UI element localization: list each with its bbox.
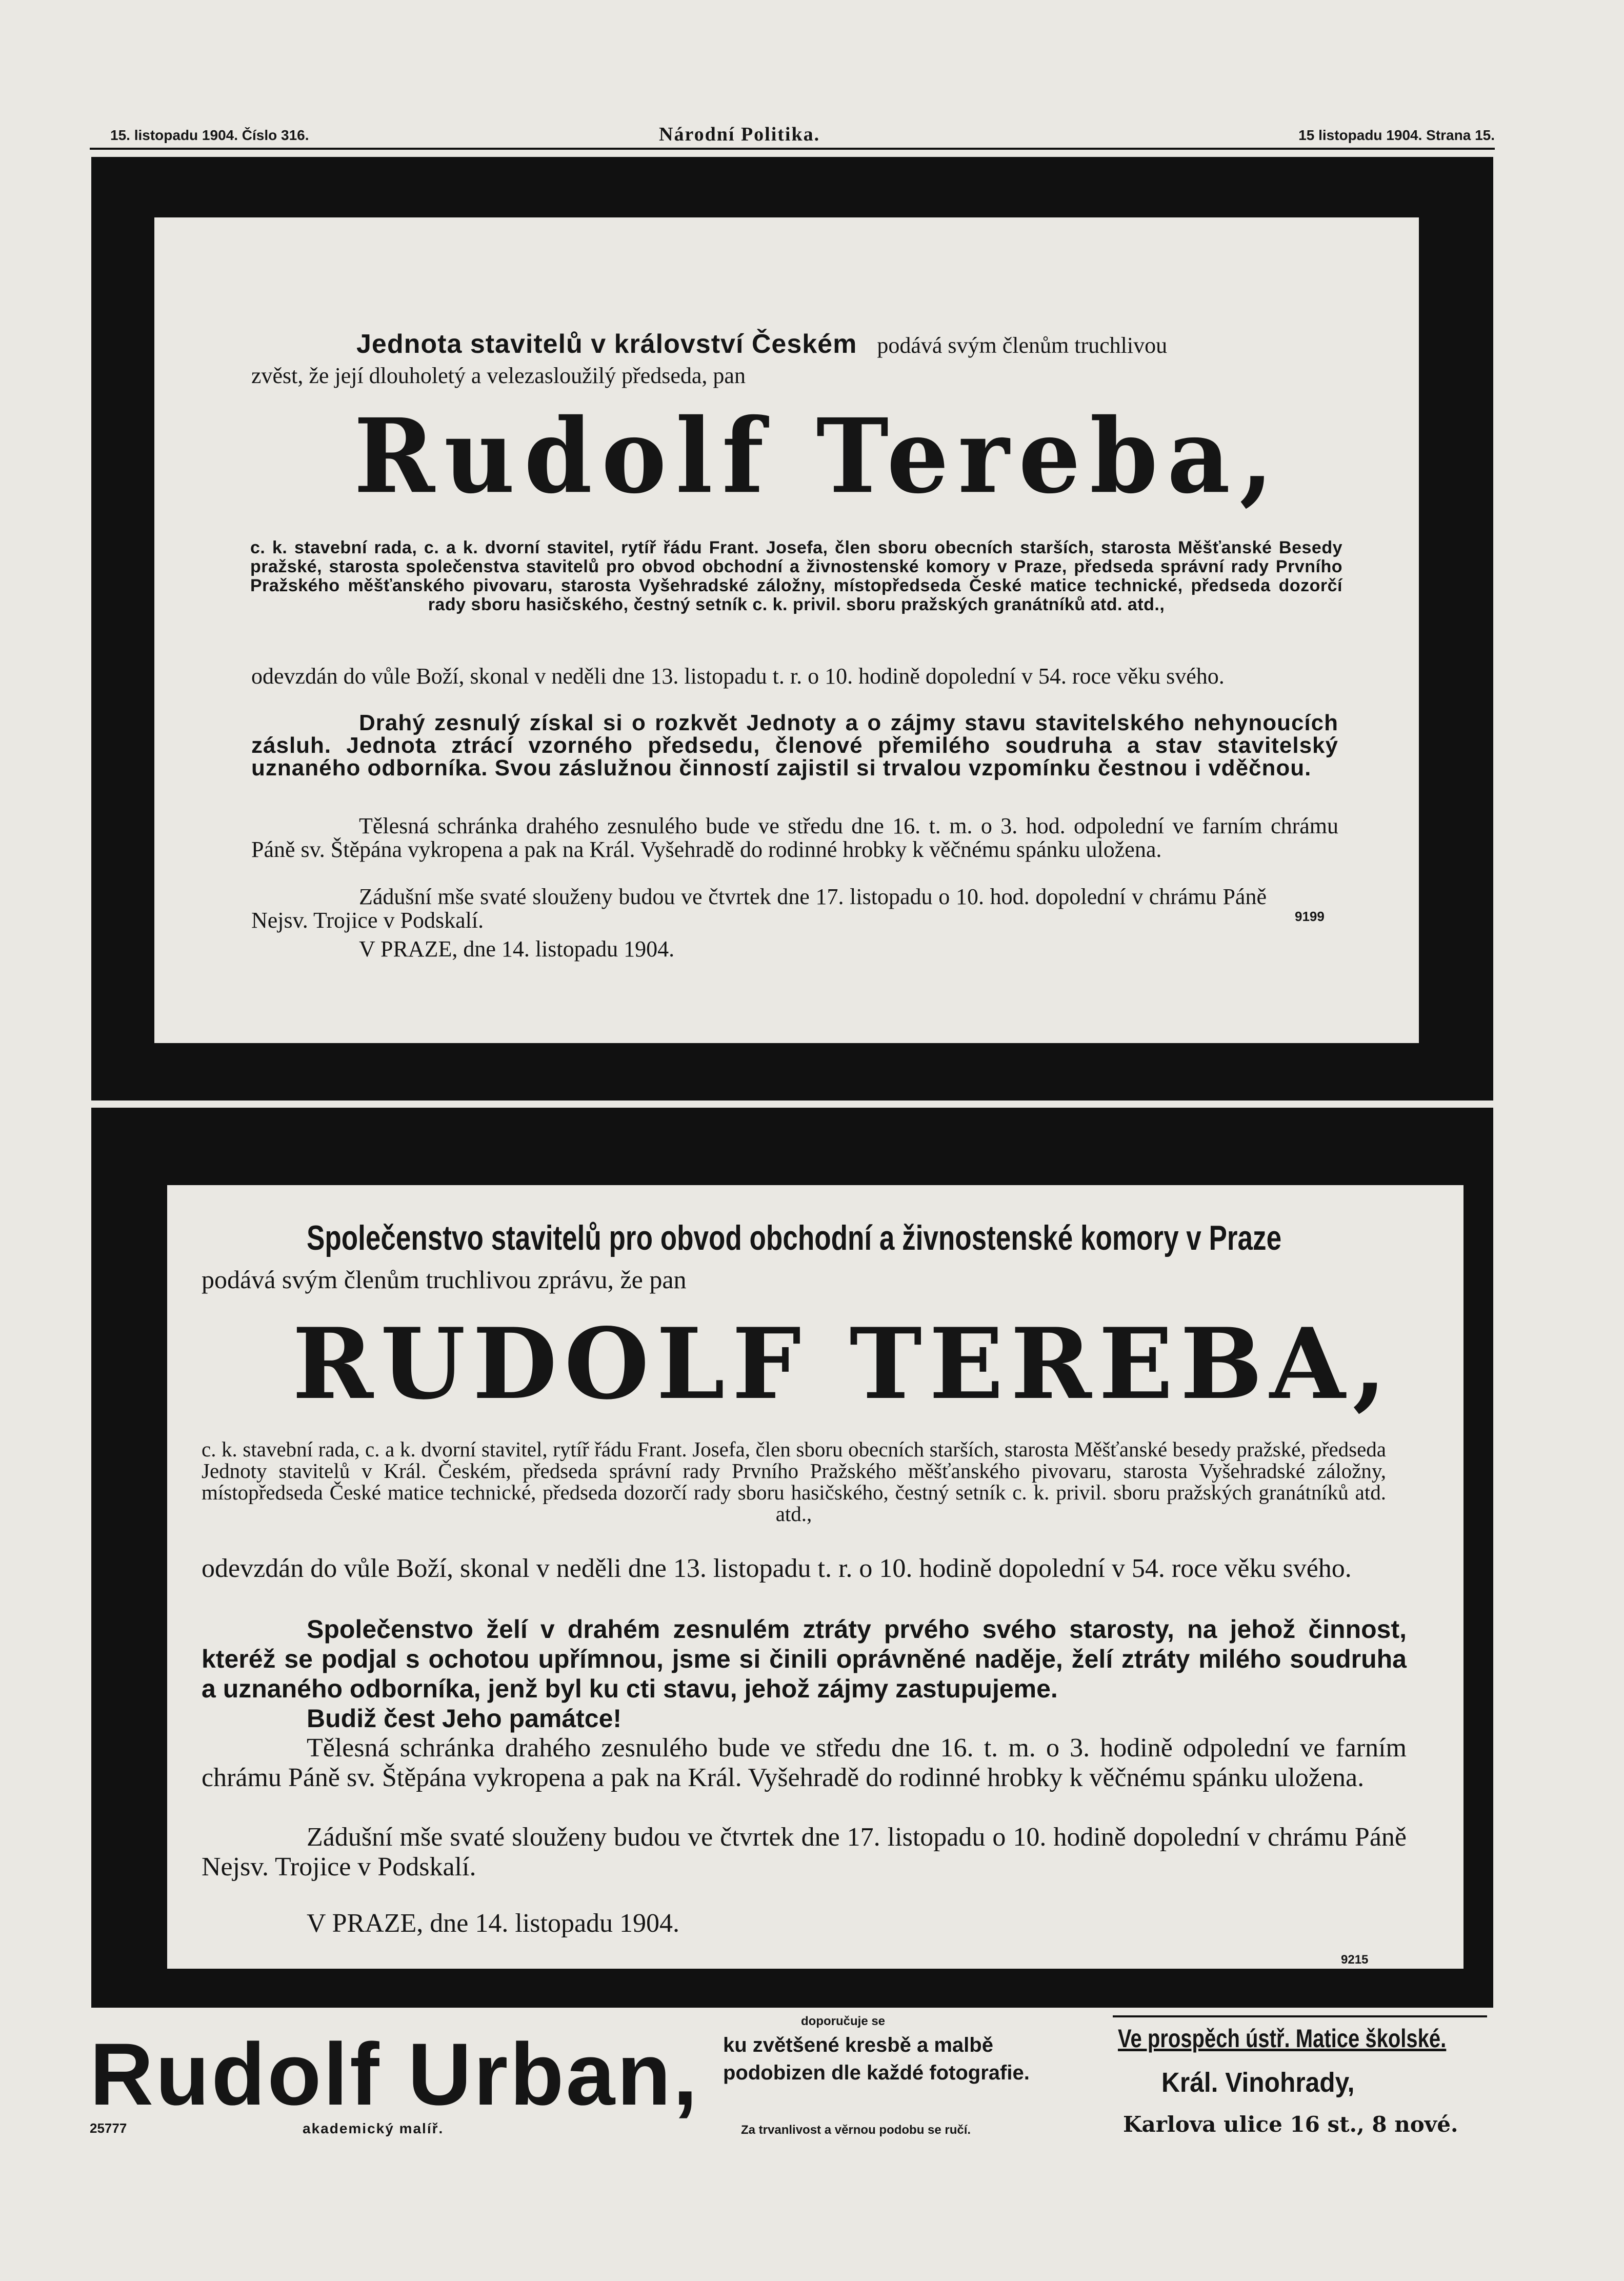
obituary-1-place-date: V PRAZE, dne 14. listopadu 1904. — [359, 936, 675, 962]
obituary-1-deceased-name: Rudolf Tereba, — [354, 396, 1283, 516]
header-date-page: 15 listopadu 1904. Strana 15. — [1298, 127, 1495, 143]
obituary-1-mass: Zádušní mše svaté slouženy budou ve čtvrtek dne 17. listopadu o 10. hod. dopolední v chrámu Páně Nejsv. Trojice v Podskalí. — [251, 884, 1267, 933]
header-date-issue: 15. listopadu 1904. Číslo 316. — [110, 127, 309, 143]
advert-offer-line1: ku zvětšené kresbě a malbě — [723, 2034, 993, 2056]
obituary-2-death: odevzdán do vůle Boží, skonal v neděli dne 13. listopadu t. r. o 10. hodině dopolední v 54. roce věku svého. — [202, 1554, 1352, 1583]
advert-number: 25777 — [90, 2120, 127, 2136]
obituary-2-deceased-name: RUDOLF TEREBA, — [292, 1307, 1394, 1421]
obituary-1-tribute: Drahý zesnulý získal si o rozkvět Jednoty a o zájmy stavu stavitelského nehynoucích zásluh. Jednota ztrácí vzorného předsedu, členové přemilého soudruha a stav stavitelský uznaného odborníka. Svou záslužnou činností zajistil si trvalou vzpomínku čestnou i vděčnou. — [251, 710, 1338, 781]
obituary-1-number: 9199 — [1295, 909, 1325, 924]
obituary-2-titles: c. k. stavební rada, c. a k. dvorní stavitel, rytíř řádu Frant. Josefa, člen sboru obecních starších, starosta Měšťanské besedy pražské, předseda Jednoty stavitelů v Král. Českém, předseda správní rady Prvního Pražského měšťanského pivovaru, starosta Vyšehradské záložny, místopředseda České matice technické, předseda dozorčí rady sboru hasičského, čestný setník c. k. privil. sboru pražských granátníků atd. atd., — [202, 1437, 1386, 1526]
obituary-2-intro: podává svým členům truchlivou zprávu, že pan — [202, 1265, 687, 1294]
obituary-2-mass: Zádušní mše svaté slouženy budou ve čtvrtek dne 17. listopadu o 10. hodině dopolední v chrámu Páně Nejsv. Trojice v Podskalí. — [202, 1823, 1407, 1882]
obituary-1-intro — [356, 329, 1168, 359]
advert-right-line1: Ve prospěch ústř. Matice školské. — [1118, 2024, 1447, 2053]
advert-painter-role: akademický malíř. — [303, 2120, 444, 2136]
obituary-1-death: odevzdán do vůle Boží, skonal v neděli dne 13. listopadu t. r. o 10. hodině dopolední v 54. roce věku svého. — [251, 664, 1225, 689]
advert-guarantee: Za trvanlivost a věrnou podobu se ručí. — [741, 2123, 971, 2137]
header-rule — [90, 148, 1495, 150]
obituary-1-organization: Jednota stavitelů v království Českém — [356, 329, 857, 359]
obituary-2-organization: Společenstvo stavitelů pro obvod obchodní a živnostenské komory v Praze — [307, 1218, 1282, 1257]
advert-right-line3: Karlova ulice 16 st., 8 nové. — [1123, 2112, 1458, 2137]
obituary-1-funeral: Tělesná schránka drahého zesnulého bude ve středu dne 16. t. m. o 3. hod. odpolední ve farním chrámu Páně sv. Štěpána vykropena a pak na Král. Vyšehradě do rodinné hrobky k věčnému spánku uložena. — [251, 813, 1338, 862]
advert-right-rule — [1113, 2015, 1487, 2017]
obituary-1-titles: c. k. stavební rada, c. a k. dvorní stavitel, rytíř řádu Frant. Josefa, člen sboru obecních starších, starosta Měšťanské Besedy pražské, starosta společenstva stavitelů pro obvod obchodní a živnostenské komory v Praze, předseda správní rady Prvního Pražského měšťanského pivovaru, starosta Vyšehradské záložny, místopředseda České matice technické, předseda dozorčí rady sboru hasičského, čestný setník c. k. privil. sboru pražských granátníků atd. atd., — [250, 538, 1342, 614]
advert-right-line2: Král. Vinohrady, — [1161, 2067, 1355, 2098]
newspaper-title: Národní Politika. — [659, 124, 820, 145]
advert-offer-line2: podobizen dle každé fotografie. — [723, 2062, 1030, 2084]
obituary-2-honour: Budiž čest Jeho památce! — [307, 1704, 622, 1733]
obituary-1-intro-text: podává svým členům truchlivou — [877, 333, 1168, 358]
obituary-2-place-date: V PRAZE, dne 14. listopadu 1904. — [307, 1909, 680, 1938]
obituary-2-number: 9215 — [1341, 1953, 1369, 1967]
obituary-2-funeral: Tělesná schránka drahého zesnulého bude ve středu dne 16. t. m. o 3. hodině odpolední ve farním chrámu Páně sv. Štěpána vykropena a pak na Král. Vyšehradě do rodinné hrobky k věčnému spánku uložena. — [202, 1733, 1407, 1792]
advert-painter-name: Rudolf Urban, — [90, 2025, 699, 2124]
advert-recommend: doporučuje se — [801, 2014, 886, 2028]
obituary-2-tribute: Společenstvo želí v drahém zesnulém ztráty prvého svého starosty, na jehož činnost, kteréž se podjal s ochotou upřímnou, jsme si činili oprávněné naděje, želí ztráty milého soudruha a uznaného odborníka, jenž byl ku cti stavu, jehož zájmy zastupujeme. — [202, 1615, 1407, 1703]
obituary-1-intro-line2: zvěst, že její dlouholetý a velezasloužilý předseda, pan — [251, 363, 746, 388]
